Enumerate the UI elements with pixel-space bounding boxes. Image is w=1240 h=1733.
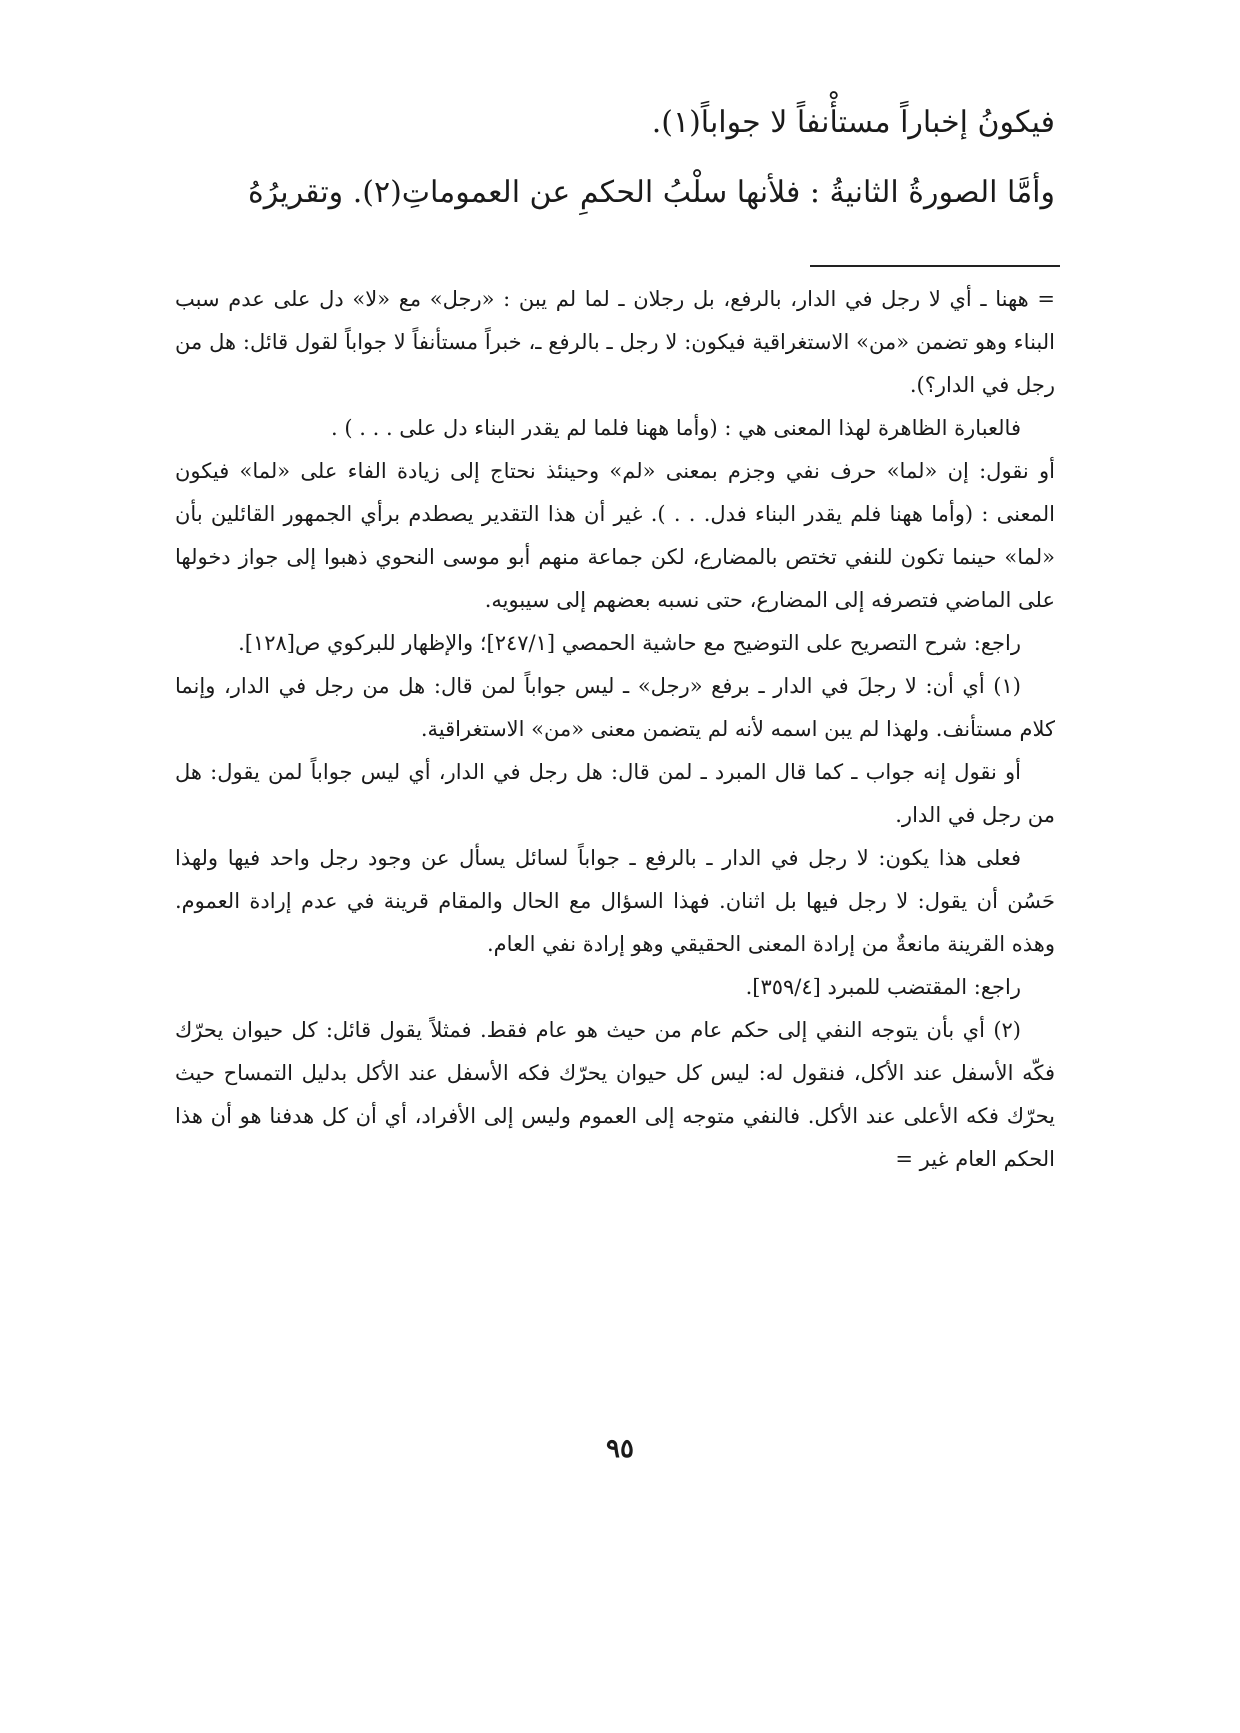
footnote-paragraph: فالعبارة الظاهرة لهذا المعنى هي : (وأما ههنا فلما لم يقدر البناء دل على . . . ) .: [331, 416, 1021, 440]
footnotes-section: [175, 278, 1055, 1181]
main-paragraph: وأمَّا الصورةُ الثانيةُ : فلأنها سلْبُ الحكمِ عن العموماتِ(٢). وتقريرُهُ: [247, 175, 1055, 210]
footnote-reference: راجع: المقتضب للمبرد [٣٥٩/٤].: [745, 975, 1021, 999]
footnote-continuation: = ههنا ـ أي لا رجل في الدار، بالرفع، بل رجلان ـ لما لم يبن : «رجل» مع «لا» دل على عدم سبب البناء وهو تضمن «من» الاستغراقية فيكون: لا رجل ـ بالرفع ـ، خبراً مستأنفاً لا جواباً لقول قائل: هل من رجل في الدار؟).: [175, 287, 1055, 397]
main-text: [185, 88, 1055, 228]
page-number: ٩٥: [606, 1434, 634, 1464]
footnote-paragraph: فعلى هذا يكون: لا رجل في الدار ـ بالرفع ـ جواباً لسائل يسأل عن وجود رجل واحد فيها ولهذا حَسُن أن يقول: لا رجل فيها بل اثنان. فهذا السؤال مع الحال والمقام قرينة في عدم إرادة العموم. وهذه القرينة مانعةٌ من إرادة المعنى الحقيقي وهو إرادة نفي العام.: [175, 846, 1055, 956]
footnote-reference: راجع: شرح التصريح على التوضيح مع حاشية الحمصي [٢٤٧/١]؛ والإظهار للبركوي ص[١٢٨].: [238, 631, 1021, 655]
footnote-2: (٢) أي بأن يتوجه النفي إلى حكم عام من حيث هو عام فقط. فمثلاً يقول قائل: كل حيوان يحرّك فكّه الأسفل عند الأكل، فنقول له: ليس كل حيوان يحرّك فكه الأسفل عند الأكل بدليل التمساح حيث يحرّك فكه الأعلى عند الأكل. فالنفي متوجه إلى العموم وليس إلى الأفراد، أي أن كل هدفنا هو أن هذا الحكم العام غير =: [175, 1018, 1055, 1171]
footnote-separator: [810, 265, 1060, 267]
footnote-1: (١) أي أن: لا رجلَ في الدار ـ برفع «رجل» ـ ليس جواباً لمن قال: هل من رجل في الدار، وإنما كلام مستأنف. ولهذا لم يبن اسمه لأنه لم يتضمن معنى «من» الاستغراقية.: [175, 674, 1055, 741]
footnote-paragraph: أو نقول: إن «لما» حرف نفي وجزم بمعنى «لم» وحينئذ نحتاج إلى زيادة الفاء على «لما» فيكون المعنى : (وأما ههنا فلم يقدر البناء فدل. . . ). غير أن هذا التقدير يصطدم برأي الجمهور القائلين بأن «لما» حينما تكون للنفي تختص بالمضارع، لكن جماعة منهم أبو موسى النحوي ذهبوا إلى جواز دخولها على الماضي فتصرفه إلى المضارع، حتى نسبه بعضهم إلى سيبويه.: [175, 459, 1055, 612]
main-paragraph: فيكونُ إخباراً مستأْنفاً لا جواباً(١).: [651, 105, 1055, 140]
footnote-paragraph: أو نقول إنه جواب ـ كما قال المبرد ـ لمن قال: هل رجل في الدار، أي ليس جواباً لمن يقول: هل من رجل في الدار.: [175, 760, 1055, 827]
